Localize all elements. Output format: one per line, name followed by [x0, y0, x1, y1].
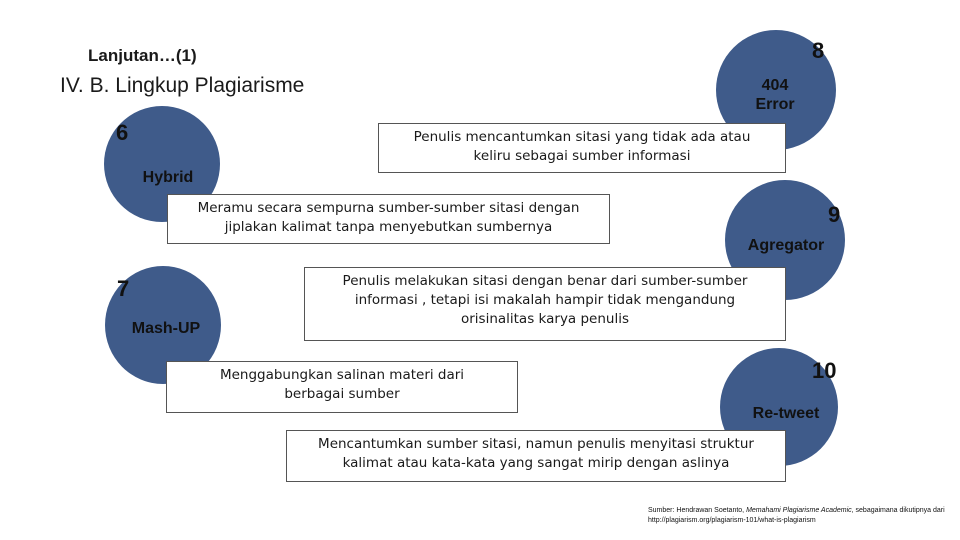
page-title: IV. B. Lingkup Plagiarisme [60, 74, 305, 97]
source-book: Memahami Plagiarisme Academic [746, 507, 852, 514]
label-hybrid: Hybrid [142, 169, 194, 186]
number-7: 7 [117, 276, 130, 301]
label-agregator: Agregator [747, 237, 825, 254]
subtitle: Lanjutan…(1) [88, 46, 197, 65]
label-mash-up-text: Mash-UP [131, 320, 201, 337]
description-mash-up: Menggabungkan salinan materi dari berbagai sumber [166, 361, 518, 413]
label-mash-up [130, 319, 202, 338]
description-agregator: Penulis melakukan sitasi dengan benar dari sumber-sumber informasi , tetapi isi makalah hampir tidak mengandung orisinalitas karya penulis [304, 267, 786, 341]
number-6: 6 [116, 120, 129, 145]
number-10: 10 [812, 358, 837, 383]
number-8: 8 [812, 38, 825, 63]
source-suffix: , sebagaimana dikutipnya dari http://plagiarism.org/plagiarism-101/what-is-plagiarism [648, 507, 945, 524]
number-9: 9 [828, 202, 841, 227]
label-404-error: 404 Error [755, 77, 795, 113]
source-prefix: Sumber: Hendrawan Soetanto, [648, 507, 745, 514]
description-re-tweet: Mencantumkan sumber sitasi, namun penulis menyitasi struktur kalimat atau kata-kata yang sangat mirip dengan aslinya [286, 430, 786, 482]
description-404-error: Penulis mencantumkan sitasi yang tidak ada atau keliru sebagai sumber informasi [378, 123, 786, 173]
source-note [648, 506, 953, 526]
description-hybrid: Meramu secara sempurna sumber-sumber sitasi dengan jiplakan kalimat tanpa menyebutkan sumbernya [167, 194, 610, 244]
label-re-tweet: Re-tweet [752, 405, 820, 422]
